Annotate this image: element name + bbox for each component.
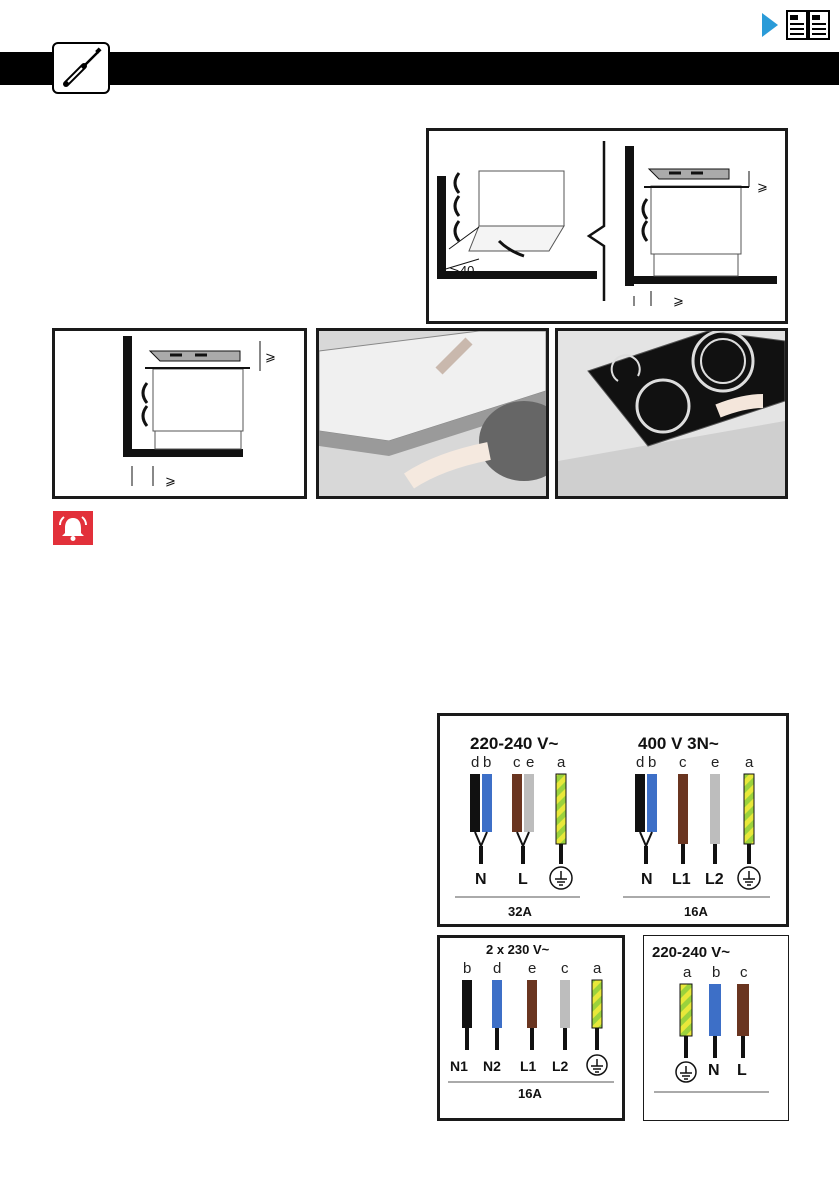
wiring-diagram-2 bbox=[437, 935, 625, 1121]
terminal-label: L bbox=[737, 1062, 747, 1079]
wiring-2-title: 2 x 230 V~ bbox=[486, 942, 550, 957]
wiring-3-title: 220-240 V~ bbox=[652, 944, 730, 961]
top-gap-label: ⩾ bbox=[265, 349, 276, 364]
terminal-label: L1 bbox=[672, 871, 691, 888]
min-depth-label: ⩾40 bbox=[449, 263, 475, 278]
wall-gap-label: ⩾ bbox=[673, 293, 684, 308]
wire-letter: e bbox=[528, 960, 537, 977]
wire-letter: e bbox=[526, 754, 535, 771]
terminal-label: N1 bbox=[450, 1058, 468, 1074]
wire-letter: a bbox=[593, 960, 602, 977]
terminal-label: N2 bbox=[483, 1058, 501, 1074]
wire-letter: c bbox=[561, 960, 569, 977]
wire-letter: d bbox=[493, 960, 502, 977]
terminal-label: N bbox=[708, 1062, 720, 1079]
wire-letter: e bbox=[711, 754, 720, 771]
wire-letter: d bbox=[471, 754, 480, 771]
manual-icon[interactable] bbox=[786, 10, 830, 40]
wiring-3-wires bbox=[644, 936, 787, 1119]
wire-letter: b bbox=[648, 754, 657, 771]
wire-letter: a bbox=[557, 754, 566, 771]
terminal-label: N bbox=[475, 871, 487, 888]
screwdriver-icon bbox=[54, 44, 108, 92]
amperage-label: 16A bbox=[518, 1086, 542, 1101]
wire-letter: b bbox=[483, 754, 492, 771]
installation-diagram-2 bbox=[52, 328, 307, 499]
terminal-label: L2 bbox=[705, 871, 724, 888]
amperage-label: 32A bbox=[508, 904, 532, 919]
wire-letter: b bbox=[463, 960, 472, 977]
wire-letter: b bbox=[712, 964, 721, 981]
wiring-1-wires bbox=[440, 716, 786, 924]
play-icon[interactable] bbox=[762, 13, 778, 37]
wiring-1-left-title: 220-240 V~ bbox=[470, 734, 559, 753]
wire-letter: d bbox=[636, 754, 645, 771]
terminal-label: L bbox=[518, 871, 528, 888]
wiring-1-right-title: 400 V 3N~ bbox=[638, 734, 719, 753]
hob-placement-photo bbox=[555, 328, 788, 499]
cabinet-clearance-drawing bbox=[429, 131, 785, 321]
section-header-bar bbox=[0, 52, 839, 85]
alarm-bell-icon bbox=[53, 511, 93, 545]
wiring-diagram-3 bbox=[643, 935, 789, 1121]
wire-letter: c bbox=[740, 964, 748, 981]
side-gap-label: ⩾ bbox=[165, 473, 176, 488]
tool-section-badge bbox=[52, 42, 110, 94]
wire-letter: a bbox=[745, 754, 754, 771]
terminal-label: L2 bbox=[552, 1058, 569, 1074]
installation-diagram-1 bbox=[426, 128, 788, 324]
terminal-label: N bbox=[641, 871, 653, 888]
wire-letter: a bbox=[683, 964, 692, 981]
wire-letter: c bbox=[513, 754, 521, 771]
terminal-label: L1 bbox=[520, 1058, 537, 1074]
amperage-label: 16A bbox=[684, 904, 708, 919]
hob-gap-label: ⩾ bbox=[757, 179, 768, 194]
wiring-diagram-1 bbox=[437, 713, 789, 927]
seal-application-photo bbox=[316, 328, 549, 499]
wire-letter: c bbox=[679, 754, 687, 771]
